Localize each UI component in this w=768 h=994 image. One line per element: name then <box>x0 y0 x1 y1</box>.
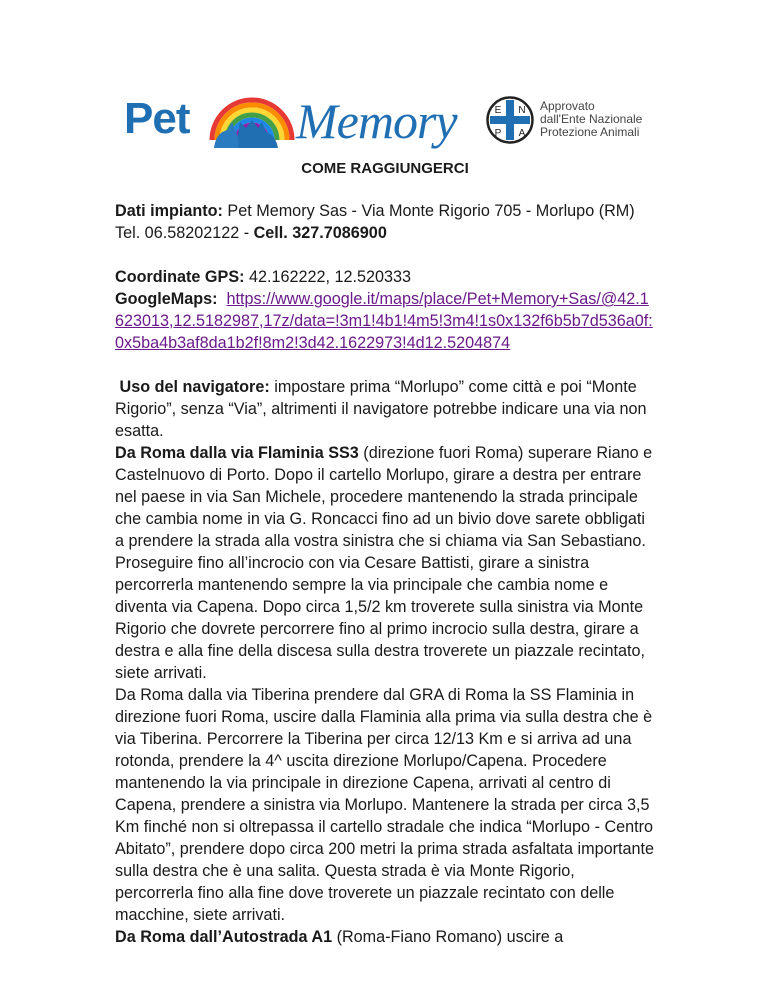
impianto-text: Pet Memory Sas - Via Monte Rigorio 705 - Morlupo (RM) Tel. 06.58202122 - <box>115 202 635 242</box>
logo-text-pet: Pet <box>124 94 190 143</box>
gps-label: Coordinate GPS: <box>115 268 245 286</box>
flaminia-label: Da Roma dalla via Flaminia SS3 <box>115 444 359 462</box>
gps-value: 42.162222, 12.520333 <box>244 268 412 286</box>
approval-line: Protezione Animali <box>540 125 640 139</box>
navigatore-text: impostare prima “Morlupo” come città e poi “Monte Rigorio”, senza “Via”, altrimenti il navigatore potrebbe indicare una via non esatta. <box>115 378 647 440</box>
rainbow-pets-icon <box>206 92 298 148</box>
navigatore-paragraph <box>115 376 655 442</box>
flaminia-text: (direzione fuori Roma) superare Riano e Castelnuovo di Porto. Dopo il cartello Morlupo, girare a destra per entrare nel paese in via San Michele, procedere mantenendo la strada principale che cambia nome in via G. Roncacci fino ad un bivio dove sarete obbligati a prendere la strada alla vostra sinistra che si chiama via San Sebastiano. Proseguire fino all’incrocio con via Cesare Battisti, girare a sinistra percorrerla mantenendo sempre la via principale che cambia nome e diventa via Capena. Dopo circa 1,5/2 km troverete sulla sinistra via Monte Rigorio che dovrete percorrere fino al primo incrocio sulla destra, girare a destra e alla fine della discesa sulla destra troverete un piazzale recintato, siete arrivati. <box>115 444 653 682</box>
approval-line: Approvato <box>540 99 595 113</box>
enpa-cross-icon <box>486 96 534 144</box>
document-body <box>115 152 655 948</box>
cell-number: Cell. 327.7086900 <box>253 224 387 242</box>
coordinates-paragraph <box>115 266 655 354</box>
flaminia-paragraph <box>115 442 655 684</box>
maps-label: GoogleMaps: <box>115 290 218 308</box>
enpa-approval-text <box>540 100 642 139</box>
google-maps-link[interactable]: https://www.google.it/maps/place/Pet+Memory+Sas/@42.1623013,12.5182987,17z/data=!3m1!4b1!4m5!3m4!1s0x132f6b5b7d536a0f:0x5ba4b3af8da1b2f!8m2!3d42.1622973!4d12.5204874 <box>115 290 653 352</box>
enpa-letter: P <box>494 128 502 139</box>
header <box>0 88 768 152</box>
impianto-paragraph <box>115 200 655 244</box>
pet-memory-logo <box>124 88 457 152</box>
autostrada-paragraph <box>115 926 655 948</box>
enpa-letter: N <box>518 105 526 116</box>
autostrada-text: (Roma-Fiano Romano) uscire a <box>332 928 564 946</box>
logo-text-memory: Memory <box>296 93 457 149</box>
page-title: COME RAGGIUNGERCI <box>301 160 469 177</box>
impianto-label: Dati impianto: <box>115 202 223 220</box>
tiberina-paragraph: Da Roma dalla via Tiberina prendere dal GRA di Roma la SS Flaminia in direzione fuori Roma, uscire dalla Flaminia alla prima via sulla destra che è via Tiberina. Percorrere la Tiberina per circa 12/13 Km e si arriva ad una rotonda, prendere la 4^ uscita direzione Morlupo/Capena. Procedere mantenendo la via principale in direzione Capena, arrivati al centro di Capena, prendere a sinistra via Morlupo. Mantenere la strada per circa 3,5 Km finché non si oltrepassa il cartello stradale che indica “Morlupo - Centro Abitato”, prendere dopo circa 200 metri la prima strada asfaltata importante sulla destra che è una salita. Questa strada è via Monte Rigorio, percorrerla fino alla fine dove troverete un piazzale recintato con delle macchine, siete arrivati. <box>115 686 654 924</box>
autostrada-label: Da Roma dall’Autostrada A1 <box>115 928 333 946</box>
approval-line: dall'Ente Nazionale <box>540 112 643 126</box>
enpa-letter: A <box>518 128 526 139</box>
navigatore-label: Uso del navigatore: <box>119 378 270 396</box>
enpa-letter: E <box>494 105 502 116</box>
